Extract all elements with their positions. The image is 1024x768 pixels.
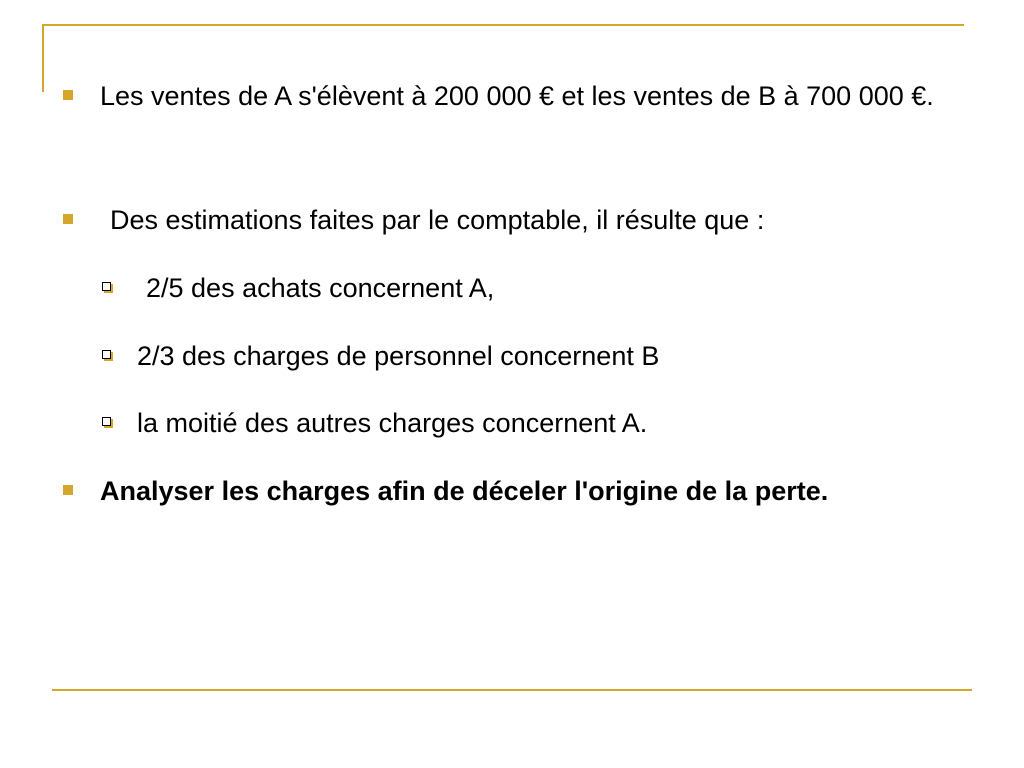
bullet-text: Des estimations faites par le comptable, il résulte que : — [110, 205, 765, 235]
filled-square-bullet-icon — [63, 214, 73, 224]
filled-square-bullet-icon — [63, 90, 73, 100]
sub-bullet-text: 2/5 des achats concernent A, — [146, 273, 495, 303]
bullet-item-1 — [100, 67, 970, 125]
hollow-square-bullet-icon — [102, 282, 111, 291]
slide-frame-top-line — [42, 24, 964, 26]
slide-frame-left-line — [42, 24, 44, 92]
bullet-text: Les ventes de A s'élèvent à 200 000 € et les ventes de B à 700 000 €. — [100, 81, 934, 111]
sub-bullet-text: 2/3 des charges de personnel concernent B — [137, 341, 660, 371]
slide-frame-bottom-line — [52, 689, 972, 691]
filled-square-bullet-icon — [63, 485, 73, 495]
bullet-text-emphasis: Analyser les charges afin de déceler l'origine de la perte. — [100, 476, 829, 506]
bullet-item-2 — [100, 191, 970, 249]
hollow-square-bullet-icon — [102, 350, 111, 359]
sub-bullet-text: la moitié des autres charges concernent A. — [137, 408, 648, 438]
sub-bullet-item-3 — [137, 403, 957, 443]
sub-bullet-item-2 — [137, 336, 957, 376]
bullet-item-3 — [100, 462, 940, 520]
sub-bullet-item-1 — [146, 268, 966, 308]
hollow-square-bullet-icon — [102, 417, 111, 426]
